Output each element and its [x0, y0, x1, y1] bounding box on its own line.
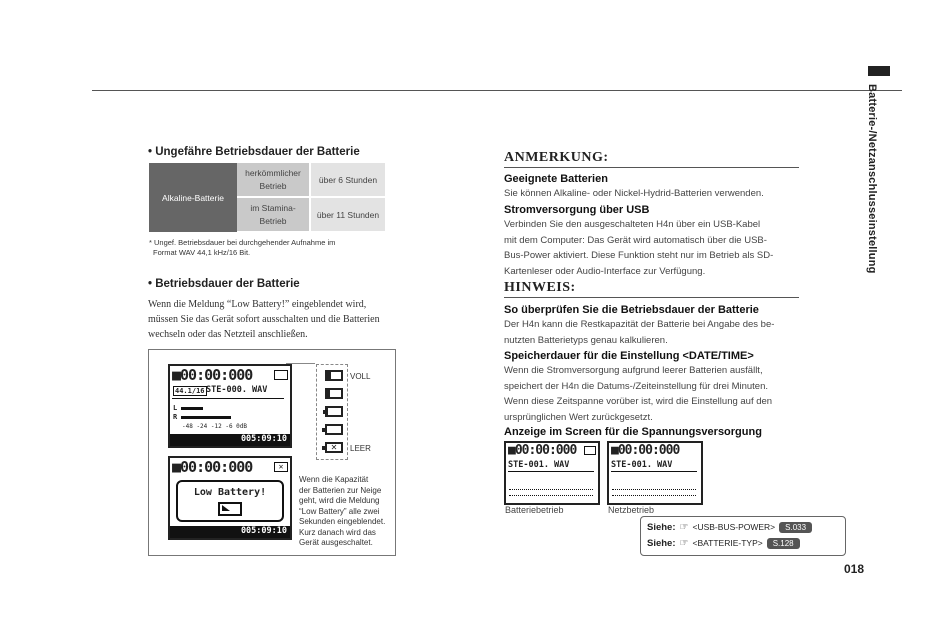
meter-label-l: L	[173, 404, 178, 412]
battery-figure	[148, 349, 396, 556]
mode-cell-normal	[237, 163, 310, 197]
footnote-line: * Ungef. Betriebsdauer bei durchgehender Aufnahme im	[149, 238, 336, 247]
see-also-usb-bus-power[interactable]	[647, 522, 812, 533]
lcd-filename: STE-001. WAV	[508, 460, 570, 470]
battery-low-icon	[218, 502, 242, 516]
lcd-divider	[172, 398, 284, 399]
caption-battery-mode: Batteriebetrieb	[505, 505, 564, 515]
paragraph-line: ursprünglichen Wert zurückgesetzt.	[504, 411, 653, 423]
meter-line	[612, 495, 696, 497]
caption-ac-mode: Netzbetrieb	[608, 505, 655, 515]
subheading-power-display: Anzeige im Screen für die Spannungsversorgung	[504, 426, 762, 438]
see-label: Siehe:	[647, 538, 676, 549]
paragraph-line: müssen Sie das Gerät sofort ausschalten und die Batterien	[148, 314, 380, 325]
paragraph-line: Bus-Power aktiviert. Diese Funktion steht nur im Betrieb als SD-	[504, 250, 774, 261]
lcd-time: ■00:00:000	[508, 443, 577, 458]
mode-label: Betrieb	[259, 215, 287, 226]
subheading-batteries: Geeignete Batterien	[504, 173, 608, 185]
subheading-usb: Stromversorgung über USB	[504, 204, 650, 216]
paragraph-check-runtime	[504, 317, 799, 348]
paragraph-batteries	[504, 186, 799, 202]
battery-empty-icon: ✕	[325, 442, 343, 453]
lcd-divider	[508, 471, 594, 472]
low-battery-message: Low Battery!	[193, 487, 267, 498]
see-also-box	[640, 516, 846, 556]
lcd-screen-low-battery	[168, 456, 292, 540]
figure-caption	[299, 475, 392, 549]
caption-line: geht, wird die Meldung	[299, 496, 380, 505]
battery-full-icon	[274, 370, 288, 380]
caption-line: Kurz danach wird das	[299, 527, 376, 537]
footnote	[149, 238, 335, 258]
lcd-filename: STE-001. WAV	[611, 460, 673, 470]
lcd-counter: 005:09:10	[240, 526, 287, 536]
hint-heading: HINWEIS:	[504, 280, 576, 295]
battery-icon	[584, 446, 596, 455]
subheading-check-runtime: So überprüfen Sie die Betriebsdauer der Batterie	[504, 304, 759, 316]
meter-line	[612, 489, 696, 491]
mode-label: Betrieb	[259, 180, 287, 191]
caption-line: der Batterien zur Neige	[299, 485, 382, 495]
caption-line: Gerät ausgeschaltet.	[299, 538, 373, 547]
paragraph-line: Sie können Alkaline- oder Nickel-Hydrid-Batterien verwenden.	[504, 188, 764, 199]
level-meter-r	[181, 416, 231, 419]
paragraph-line: Der H4n kann die Restkapazität der Batterie bei Angabe des be-	[504, 319, 775, 330]
lcd-screen-battery-mode	[504, 441, 600, 505]
lcd-counter-bar	[170, 434, 290, 446]
low-battery-dialog	[176, 480, 284, 522]
lcd-screen-ac-mode	[607, 441, 703, 505]
paragraph-usb	[504, 217, 799, 279]
paragraph-line: Wenn die Meldung “Low Battery!” eingeblendet wird,	[148, 299, 367, 310]
ref-target: <USB-BUS-POWER>	[692, 522, 776, 532]
paragraph-line: mit dem Computer: Das Gerät wird automatisch über die USB-	[504, 234, 767, 246]
label-empty: LEER	[350, 444, 371, 453]
note-rule	[504, 167, 799, 168]
meter-label-r: R	[173, 413, 178, 421]
paragraph-date-time	[504, 363, 799, 425]
lcd-divider	[611, 471, 697, 472]
see-also-battery-type[interactable]	[647, 538, 800, 549]
pointing-hand-icon: ☞	[679, 522, 689, 533]
page-ref-badge[interactable]: S.033	[779, 522, 812, 533]
mode-cell-stamina	[237, 197, 310, 232]
page-ref-badge[interactable]: S.128	[767, 538, 800, 549]
battery-level-4-icon	[325, 370, 343, 381]
hint-rule	[504, 297, 799, 298]
footnote-line: Format WAV 44,1 kHz/16 Bit.	[153, 248, 251, 257]
duration-heading: • Betriebsdauer der Batterie	[148, 278, 300, 290]
label-full: VOLL	[350, 372, 371, 381]
mode-label: herkömmlicher	[245, 167, 301, 178]
note-heading: ANMERKUNG:	[504, 150, 609, 165]
paragraph-line: Verbinden Sie den ausgeschalteten H4n über ein USB-Kabel	[504, 219, 761, 230]
pointing-hand-icon: ☞	[679, 538, 689, 549]
lcd-counter-bar	[170, 526, 290, 538]
format-label: 44.1/16	[175, 387, 205, 395]
paragraph-line: Wenn die Stromversorgung aufgrund leerer Batterien ausfällt,	[504, 365, 763, 376]
lcd-screen-recording	[168, 364, 292, 448]
paragraph-line: wechseln oder das Netzteil anschließen.	[148, 329, 308, 340]
battery-level-3-icon	[325, 388, 343, 399]
lcd-counter: 005:09:10	[240, 434, 287, 444]
meter-line	[509, 489, 593, 491]
battery-level-2-icon	[325, 406, 343, 417]
battery-type-cell: Alkaline-Batterie	[149, 163, 237, 232]
battery-level-1-icon	[325, 424, 343, 435]
paragraph-line: nutzten Batterietyps genau kalkulieren.	[504, 334, 668, 346]
top-rule	[92, 90, 902, 91]
runtime-table	[149, 163, 385, 233]
paragraph-line: speichert der H4n die Datums-/Zeiteinstellung für drei Minuten.	[504, 380, 769, 392]
page-number: 018	[844, 562, 865, 576]
see-label: Siehe:	[647, 522, 676, 533]
mode-label: im Stamina-	[250, 202, 296, 213]
caption-line: Wenn die Kapazität	[299, 475, 369, 484]
lcd-filename: STE-000. WAV	[206, 385, 268, 395]
runtime-value-stamina: über 11 Stunden	[310, 197, 385, 232]
lcd-time: ■00:00:000	[172, 458, 253, 476]
battery-empty-small-icon: ✕	[274, 462, 288, 472]
paragraph-line: Kartenleser oder Audio-Interface zur Verfügung.	[504, 265, 706, 277]
pointer-line	[286, 363, 315, 364]
level-meter-l	[181, 407, 203, 410]
meter-scale: -48 -24 -12 -6 0dB	[182, 423, 248, 430]
meter-line	[509, 495, 593, 497]
side-section-title: Batterie-/Netzanschlusseinstellung	[866, 84, 878, 274]
duration-paragraph	[148, 297, 398, 342]
lcd-time: ■00:00:000	[172, 366, 253, 384]
caption-line: “Low Battery” alle zwei	[299, 506, 380, 516]
subheading-date-time: Speicherdauer für die Einstellung <DATE/TIME>	[504, 350, 754, 362]
caption-line: Sekunden eingeblendet.	[299, 517, 386, 526]
runtime-heading: • Ungefähre Betriebsdauer der Batterie	[148, 146, 360, 158]
section-marker	[868, 66, 890, 76]
ref-target: <BATTERIE-TYP>	[692, 538, 763, 548]
paragraph-line: Wenn diese Zeitspanne vorüber ist, wird die Einstellung auf den	[504, 396, 773, 407]
runtime-value-normal: über 6 Stunden	[310, 163, 385, 197]
lcd-time: ■00:00:000	[611, 443, 680, 458]
